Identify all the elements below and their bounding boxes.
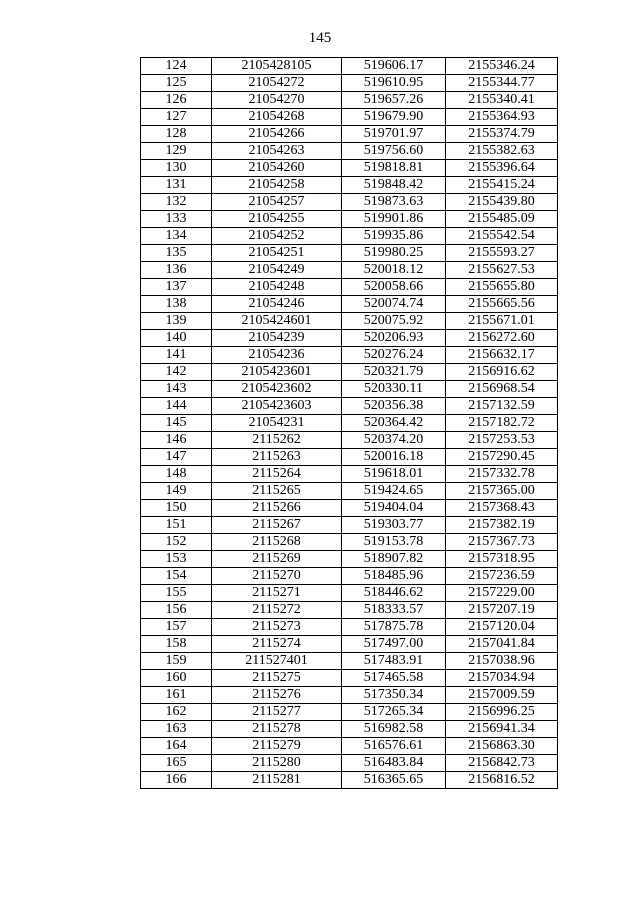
- table-row: [141, 245, 558, 262]
- y-coordinate-cell: 2155671.01: [446, 313, 558, 330]
- table-row: [141, 568, 558, 585]
- point-id-cell: 21054266: [212, 126, 342, 143]
- point-id-cell: 21054231: [212, 415, 342, 432]
- point-number-cell: 150: [141, 500, 212, 517]
- table-row: [141, 517, 558, 534]
- y-coordinate-cell: 2157038.96: [446, 653, 558, 670]
- y-coordinate-cell: 2155346.24: [446, 58, 558, 75]
- point-number-cell: 142: [141, 364, 212, 381]
- point-number-cell: 126: [141, 92, 212, 109]
- table-row: [141, 347, 558, 364]
- table-row: [141, 228, 558, 245]
- point-number-cell: 139: [141, 313, 212, 330]
- point-number-cell: 158: [141, 636, 212, 653]
- table-row: [141, 75, 558, 92]
- point-number-cell: 163: [141, 721, 212, 738]
- point-number-cell: 137: [141, 279, 212, 296]
- point-id-cell: 2115267: [212, 517, 342, 534]
- table-row: [141, 313, 558, 330]
- y-coordinate-cell: 2157332.78: [446, 466, 558, 483]
- x-coordinate-cell: 517875.78: [342, 619, 446, 636]
- y-coordinate-cell: 2157236.59: [446, 568, 558, 585]
- y-coordinate-cell: 2155627.53: [446, 262, 558, 279]
- point-number-cell: 131: [141, 177, 212, 194]
- table-row: [141, 381, 558, 398]
- point-id-cell: 2105423603: [212, 398, 342, 415]
- y-coordinate-cell: 2157009.59: [446, 687, 558, 704]
- y-coordinate-cell: 2157367.73: [446, 534, 558, 551]
- point-number-cell: 159: [141, 653, 212, 670]
- table-row: [141, 126, 558, 143]
- point-id-cell: 21054268: [212, 109, 342, 126]
- y-coordinate-cell: 2156842.73: [446, 755, 558, 772]
- table-row: [141, 636, 558, 653]
- point-id-cell: 2115264: [212, 466, 342, 483]
- x-coordinate-cell: 520018.12: [342, 262, 446, 279]
- table-row: [141, 92, 558, 109]
- point-id-cell: 2115275: [212, 670, 342, 687]
- y-coordinate-cell: 2155485.09: [446, 211, 558, 228]
- table-row: [141, 194, 558, 211]
- y-coordinate-cell: 2157253.53: [446, 432, 558, 449]
- y-coordinate-cell: 2157120.04: [446, 619, 558, 636]
- y-coordinate-cell: 2156996.25: [446, 704, 558, 721]
- x-coordinate-cell: 517265.34: [342, 704, 446, 721]
- point-id-cell: 21054239: [212, 330, 342, 347]
- point-id-cell: 21054270: [212, 92, 342, 109]
- point-number-cell: 166: [141, 772, 212, 789]
- page-number: 145: [308, 30, 332, 46]
- point-number-cell: 165: [141, 755, 212, 772]
- y-coordinate-cell: 2157365.00: [446, 483, 558, 500]
- point-number-cell: 141: [141, 347, 212, 364]
- x-coordinate-cell: 517497.00: [342, 636, 446, 653]
- x-coordinate-cell: 520330.11: [342, 381, 446, 398]
- point-id-cell: 2115265: [212, 483, 342, 500]
- x-coordinate-cell: 519756.60: [342, 143, 446, 160]
- point-id-cell: 2115278: [212, 721, 342, 738]
- y-coordinate-cell: 2157318.95: [446, 551, 558, 568]
- table-row: [141, 721, 558, 738]
- y-coordinate-cell: 2157034.94: [446, 670, 558, 687]
- x-coordinate-cell: 520374.20: [342, 432, 446, 449]
- point-number-cell: 133: [141, 211, 212, 228]
- point-number-cell: 138: [141, 296, 212, 313]
- point-number-cell: 127: [141, 109, 212, 126]
- point-id-cell: 21054255: [212, 211, 342, 228]
- table-row: [141, 704, 558, 721]
- x-coordinate-cell: 519610.95: [342, 75, 446, 92]
- x-coordinate-cell: 519606.17: [342, 58, 446, 75]
- point-id-cell: 21054251: [212, 245, 342, 262]
- y-coordinate-cell: 2155542.54: [446, 228, 558, 245]
- point-id-cell: 2115280: [212, 755, 342, 772]
- point-number-cell: 156: [141, 602, 212, 619]
- point-id-cell: 21054258: [212, 177, 342, 194]
- point-number-cell: 143: [141, 381, 212, 398]
- x-coordinate-cell: 516483.84: [342, 755, 446, 772]
- x-coordinate-cell: 520276.24: [342, 347, 446, 364]
- point-id-cell: 2115271: [212, 585, 342, 602]
- x-coordinate-cell: 519618.01: [342, 466, 446, 483]
- y-coordinate-cell: 2157041.84: [446, 636, 558, 653]
- point-id-cell: 2115262: [212, 432, 342, 449]
- table-row: [141, 449, 558, 466]
- y-coordinate-cell: 2157229.00: [446, 585, 558, 602]
- x-coordinate-cell: 516365.65: [342, 772, 446, 789]
- coordinates-table-body: [141, 58, 558, 789]
- point-number-cell: 146: [141, 432, 212, 449]
- point-number-cell: 148: [141, 466, 212, 483]
- table-row: [141, 177, 558, 194]
- x-coordinate-cell: 517350.34: [342, 687, 446, 704]
- table-row: [141, 585, 558, 602]
- point-number-cell: 125: [141, 75, 212, 92]
- point-id-cell: 2115266: [212, 500, 342, 517]
- x-coordinate-cell: 516982.58: [342, 721, 446, 738]
- x-coordinate-cell: 520075.92: [342, 313, 446, 330]
- point-id-cell: 2115270: [212, 568, 342, 585]
- y-coordinate-cell: 2155340.41: [446, 92, 558, 109]
- y-coordinate-cell: 2157382.19: [446, 517, 558, 534]
- table-row: [141, 211, 558, 228]
- point-number-cell: 136: [141, 262, 212, 279]
- x-coordinate-cell: 516576.61: [342, 738, 446, 755]
- point-id-cell: 2115277: [212, 704, 342, 721]
- x-coordinate-cell: 519701.97: [342, 126, 446, 143]
- x-coordinate-cell: 520206.93: [342, 330, 446, 347]
- point-number-cell: 134: [141, 228, 212, 245]
- table-row: [141, 296, 558, 313]
- y-coordinate-cell: 2156632.17: [446, 347, 558, 364]
- point-id-cell: 2105424601: [212, 313, 342, 330]
- point-id-cell: 2105423602: [212, 381, 342, 398]
- x-coordinate-cell: 519679.90: [342, 109, 446, 126]
- point-number-cell: 157: [141, 619, 212, 636]
- y-coordinate-cell: 2155655.80: [446, 279, 558, 296]
- x-coordinate-cell: 519404.04: [342, 500, 446, 517]
- table-row: [141, 551, 558, 568]
- y-coordinate-cell: 2157207.19: [446, 602, 558, 619]
- point-id-cell: 21054236: [212, 347, 342, 364]
- y-coordinate-cell: 2156916.62: [446, 364, 558, 381]
- x-coordinate-cell: 518333.57: [342, 602, 446, 619]
- point-id-cell: 2115281: [212, 772, 342, 789]
- table-row: [141, 619, 558, 636]
- point-id-cell: 21054257: [212, 194, 342, 211]
- table-row: [141, 279, 558, 296]
- table-row: [141, 160, 558, 177]
- x-coordinate-cell: 519848.42: [342, 177, 446, 194]
- point-id-cell: 2115274: [212, 636, 342, 653]
- x-coordinate-cell: 519657.26: [342, 92, 446, 109]
- y-coordinate-cell: 2156941.34: [446, 721, 558, 738]
- y-coordinate-cell: 2155665.56: [446, 296, 558, 313]
- y-coordinate-cell: 2156968.54: [446, 381, 558, 398]
- y-coordinate-cell: 2156816.52: [446, 772, 558, 789]
- point-id-cell: 2115268: [212, 534, 342, 551]
- x-coordinate-cell: 518446.62: [342, 585, 446, 602]
- y-coordinate-cell: 2155415.24: [446, 177, 558, 194]
- table-row: [141, 738, 558, 755]
- point-id-cell: 21054263: [212, 143, 342, 160]
- y-coordinate-cell: 2155593.27: [446, 245, 558, 262]
- x-coordinate-cell: 519303.77: [342, 517, 446, 534]
- table-row: [141, 534, 558, 551]
- point-number-cell: 147: [141, 449, 212, 466]
- point-id-cell: 2105423601: [212, 364, 342, 381]
- x-coordinate-cell: 519873.63: [342, 194, 446, 211]
- point-number-cell: 162: [141, 704, 212, 721]
- coordinates-table: [140, 57, 558, 789]
- point-number-cell: 135: [141, 245, 212, 262]
- y-coordinate-cell: 2157290.45: [446, 449, 558, 466]
- point-number-cell: 129: [141, 143, 212, 160]
- x-coordinate-cell: 520356.38: [342, 398, 446, 415]
- y-coordinate-cell: 2157182.72: [446, 415, 558, 432]
- point-id-cell: 21054272: [212, 75, 342, 92]
- point-id-cell: 21054248: [212, 279, 342, 296]
- point-id-cell: 211527401: [212, 653, 342, 670]
- point-number-cell: 151: [141, 517, 212, 534]
- table-row: [141, 653, 558, 670]
- y-coordinate-cell: 2155439.80: [446, 194, 558, 211]
- x-coordinate-cell: 520364.42: [342, 415, 446, 432]
- table-row: [141, 687, 558, 704]
- point-id-cell: 2115263: [212, 449, 342, 466]
- point-number-cell: 161: [141, 687, 212, 704]
- table-row: [141, 109, 558, 126]
- y-coordinate-cell: 2155344.77: [446, 75, 558, 92]
- y-coordinate-cell: 2157368.43: [446, 500, 558, 517]
- x-coordinate-cell: 519980.25: [342, 245, 446, 262]
- point-number-cell: 153: [141, 551, 212, 568]
- table-row: [141, 483, 558, 500]
- x-coordinate-cell: 519153.78: [342, 534, 446, 551]
- point-id-cell: 2115279: [212, 738, 342, 755]
- x-coordinate-cell: 517483.91: [342, 653, 446, 670]
- point-id-cell: 21054246: [212, 296, 342, 313]
- point-number-cell: 155: [141, 585, 212, 602]
- table-row: [141, 262, 558, 279]
- y-coordinate-cell: 2156272.60: [446, 330, 558, 347]
- table-row: [141, 432, 558, 449]
- y-coordinate-cell: 2156863.30: [446, 738, 558, 755]
- point-id-cell: 21054249: [212, 262, 342, 279]
- table-row: [141, 670, 558, 687]
- point-number-cell: 128: [141, 126, 212, 143]
- point-id-cell: 2105428105: [212, 58, 342, 75]
- point-number-cell: 149: [141, 483, 212, 500]
- point-number-cell: 145: [141, 415, 212, 432]
- table-row: [141, 58, 558, 75]
- point-id-cell: 2115269: [212, 551, 342, 568]
- x-coordinate-cell: 520016.18: [342, 449, 446, 466]
- point-id-cell: 21054252: [212, 228, 342, 245]
- table-row: [141, 143, 558, 160]
- point-number-cell: 124: [141, 58, 212, 75]
- y-coordinate-cell: 2155382.63: [446, 143, 558, 160]
- y-coordinate-cell: 2157132.59: [446, 398, 558, 415]
- table-row: [141, 330, 558, 347]
- x-coordinate-cell: 520058.66: [342, 279, 446, 296]
- x-coordinate-cell: 519901.86: [342, 211, 446, 228]
- table-row: [141, 364, 558, 381]
- point-number-cell: 140: [141, 330, 212, 347]
- point-number-cell: 164: [141, 738, 212, 755]
- point-id-cell: 2115273: [212, 619, 342, 636]
- table-row: [141, 415, 558, 432]
- table-row: [141, 772, 558, 789]
- table-row: [141, 466, 558, 483]
- table-row: [141, 602, 558, 619]
- point-number-cell: 160: [141, 670, 212, 687]
- table-row: [141, 755, 558, 772]
- x-coordinate-cell: 518485.96: [342, 568, 446, 585]
- point-number-cell: 132: [141, 194, 212, 211]
- x-coordinate-cell: 517465.58: [342, 670, 446, 687]
- x-coordinate-cell: 520321.79: [342, 364, 446, 381]
- point-number-cell: 130: [141, 160, 212, 177]
- x-coordinate-cell: 519818.81: [342, 160, 446, 177]
- x-coordinate-cell: 519935.86: [342, 228, 446, 245]
- point-id-cell: 21054260: [212, 160, 342, 177]
- x-coordinate-cell: 519424.65: [342, 483, 446, 500]
- y-coordinate-cell: 2155396.64: [446, 160, 558, 177]
- table-row: [141, 398, 558, 415]
- point-number-cell: 154: [141, 568, 212, 585]
- point-id-cell: 2115272: [212, 602, 342, 619]
- point-id-cell: 2115276: [212, 687, 342, 704]
- y-coordinate-cell: 2155364.93: [446, 109, 558, 126]
- table-row: [141, 500, 558, 517]
- point-number-cell: 152: [141, 534, 212, 551]
- point-number-cell: 144: [141, 398, 212, 415]
- y-coordinate-cell: 2155374.79: [446, 126, 558, 143]
- x-coordinate-cell: 518907.82: [342, 551, 446, 568]
- x-coordinate-cell: 520074.74: [342, 296, 446, 313]
